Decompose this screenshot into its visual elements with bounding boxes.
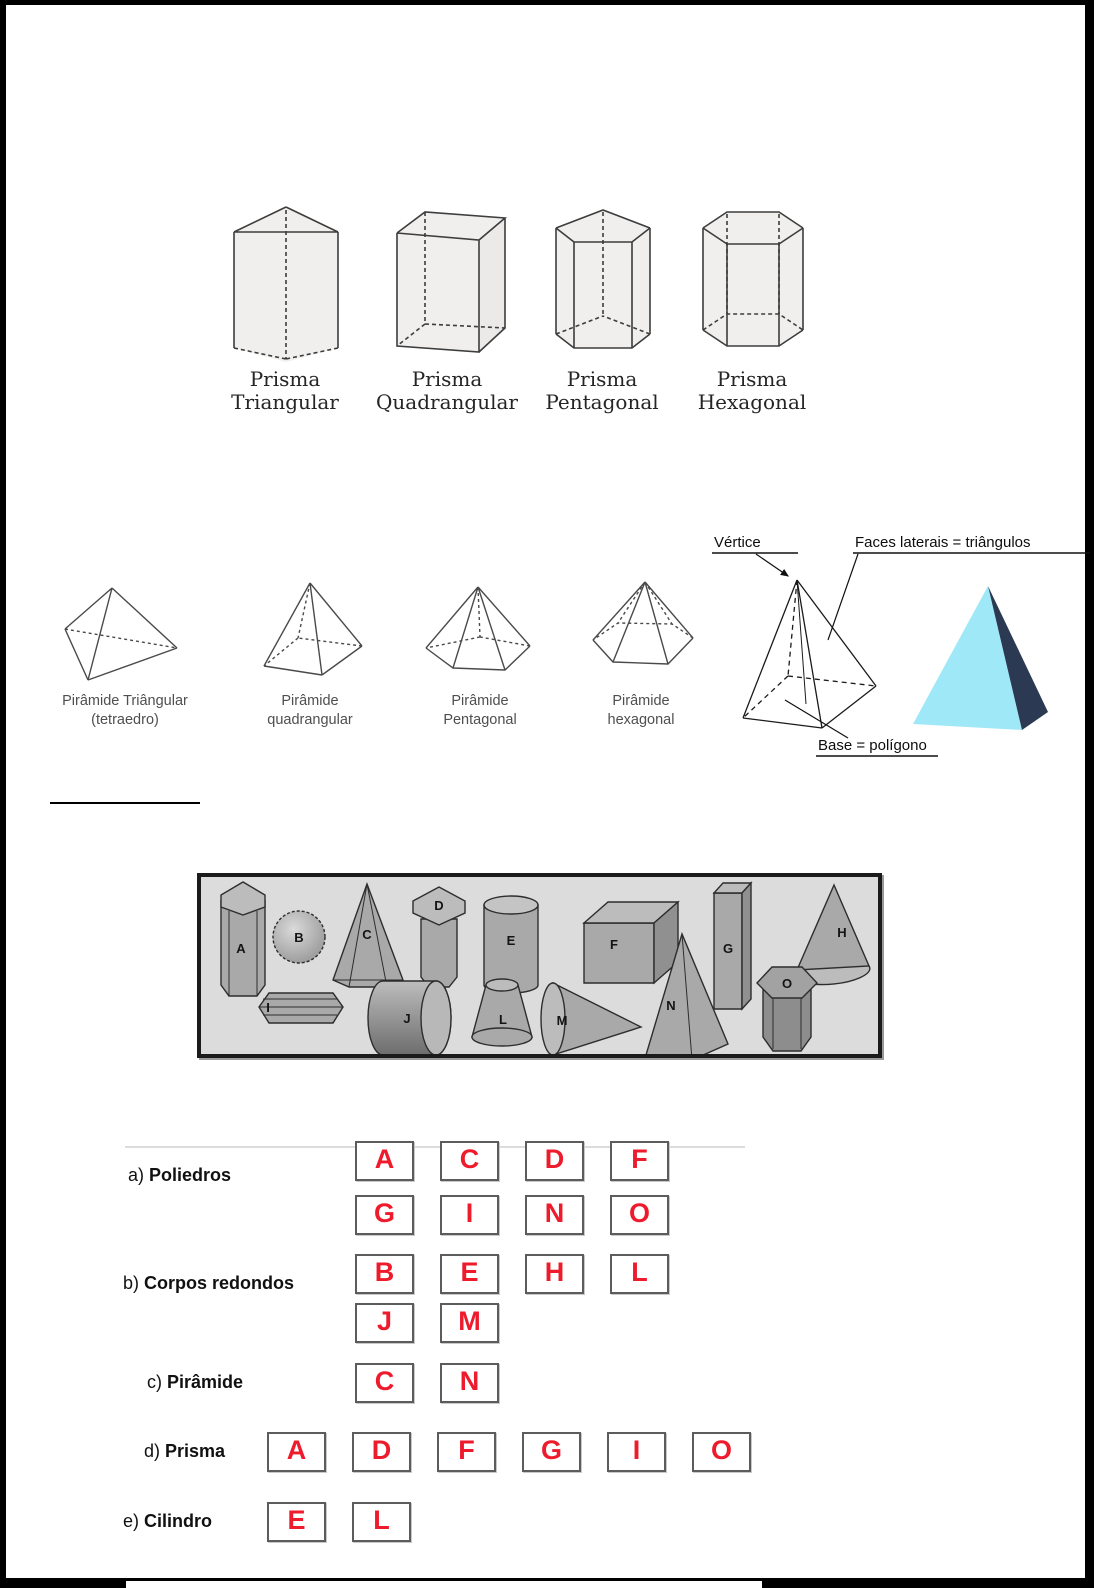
faces-label: Faces laterais = triângulos (855, 534, 1031, 551)
hexagonal-pyramid-figure (588, 578, 698, 685)
annotated-pyramid-figure (700, 528, 1094, 765)
answer-letter-box (355, 1363, 414, 1403)
answer-letter: C (459, 1144, 480, 1174)
svg-text:G: G (722, 941, 734, 956)
answer-label-piramide: c) Pirâmide (147, 1372, 244, 1392)
answer-letter: J (376, 1306, 393, 1336)
pentagonal-prism-label: Prisma Pentagonal (545, 367, 659, 414)
answer-letter: D (544, 1144, 565, 1174)
answer-letter: B (374, 1257, 395, 1287)
svg-text:M: M (556, 1013, 568, 1028)
svg-text:H: H (837, 925, 847, 940)
answer-letter-box (440, 1254, 499, 1294)
hexagonal-prism-label: Prisma Hexagonal (697, 367, 807, 414)
answer-letter-box (437, 1432, 496, 1472)
shape-M (541, 983, 641, 1054)
base-label: Base = polígono (818, 737, 927, 754)
shape-E (484, 896, 538, 993)
answer-letter: N (459, 1366, 480, 1396)
answer-letter-box (525, 1195, 584, 1235)
answer-letter: C (374, 1366, 395, 1396)
shape-I (259, 993, 343, 1023)
square-pyramid-label: Pirâmide quadrangular (267, 693, 353, 728)
answer-letter: F (631, 1144, 648, 1174)
svg-text:L: L (499, 1012, 507, 1027)
answer-letter-box (267, 1502, 326, 1542)
answer-letter-box (610, 1141, 669, 1181)
scan-border-left (0, 0, 6, 1588)
corpos-redondos-boxes-row2 (355, 1303, 499, 1343)
section-rule (50, 802, 200, 804)
answer-label-corpos-redondos: b) Corpos redondos (123, 1273, 295, 1293)
svg-text:C: C (362, 927, 372, 942)
shape-O (757, 967, 817, 1051)
answer-letter: E (460, 1257, 479, 1287)
scan-border-bottom-left (6, 1578, 126, 1588)
scan-border-bottom-right (762, 1578, 1094, 1588)
answer-letter-box (440, 1363, 499, 1403)
answer-letter: G (540, 1435, 562, 1465)
corpos-redondos-boxes-row1 (355, 1254, 669, 1294)
poliedros-boxes-row2 (355, 1195, 669, 1235)
answer-letter-box (440, 1303, 499, 1343)
answer-letter: M (458, 1306, 481, 1336)
svg-text:J: J (403, 1011, 411, 1026)
triangular-prism-figure (225, 198, 347, 371)
answer-letter-box (440, 1141, 499, 1181)
answer-letter-box (352, 1432, 411, 1472)
answer-letter-box (355, 1254, 414, 1294)
square-pyramid-figure (250, 578, 365, 685)
svg-text:A: A (236, 941, 246, 956)
tetrahedron-figure (55, 582, 190, 692)
svg-text:O: O (781, 976, 793, 991)
pentagonal-prism-figure (548, 202, 658, 367)
answer-letter-box (607, 1432, 666, 1472)
scan-border-bottom-middle (126, 1578, 762, 1581)
scan-border-right (1085, 0, 1094, 1578)
svg-text:N: N (666, 998, 676, 1013)
answer-letter: A (286, 1435, 307, 1465)
shape-A (221, 882, 265, 996)
answer-letter-box (440, 1195, 499, 1235)
answer-letter-box (692, 1432, 751, 1472)
answer-label-cilindro: e) Cilindro (123, 1511, 213, 1531)
tetrahedron-label: Pirâmide Triângular (tetraedro) (62, 693, 188, 728)
answer-letter: N (544, 1198, 565, 1228)
answer-letter: E (287, 1505, 306, 1535)
hexagonal-pyramid-label: Pirâmide hexagonal (607, 693, 675, 728)
shape-B (273, 911, 325, 963)
wireframe-pyramid (743, 580, 876, 728)
answer-letter-box (522, 1432, 581, 1472)
quadrangular-prism-figure (385, 200, 515, 367)
answer-letter: A (374, 1144, 395, 1174)
answer-letter: L (373, 1505, 390, 1535)
vertex-label: Vértice (714, 534, 761, 551)
answer-label-poliedros: a) Poliedros (128, 1165, 232, 1185)
answer-letter-box (525, 1254, 584, 1294)
shape-G (714, 883, 751, 1009)
svg-text:F: F (610, 937, 618, 952)
answer-letter: H (544, 1257, 565, 1287)
scan-border-top (0, 0, 1094, 5)
answer-letter: G (373, 1198, 395, 1228)
svg-text:D: D (434, 898, 444, 913)
answer-letter-box (610, 1254, 669, 1294)
svg-text:B: B (294, 930, 304, 945)
answer-letter: D (371, 1435, 392, 1465)
answer-letter-box (355, 1195, 414, 1235)
cilindro-boxes (267, 1502, 411, 1542)
shape-J (368, 981, 451, 1054)
answer-letter-box (267, 1432, 326, 1472)
answer-letter-box (610, 1195, 669, 1235)
pentagonal-pyramid-figure (420, 582, 535, 687)
answer-letter-box (355, 1141, 414, 1181)
answer-letter-box (355, 1303, 414, 1343)
solids-identification-box (197, 873, 882, 1058)
answer-letter: F (458, 1435, 475, 1465)
answer-letter: I (632, 1435, 641, 1465)
solid-pyramid (913, 586, 1048, 730)
answer-letter: L (631, 1257, 648, 1287)
triangular-prism-label: Prisma Triangular (231, 367, 339, 414)
shape-D (413, 887, 465, 987)
answer-letter: I (465, 1198, 474, 1228)
svg-text:I: I (266, 1000, 270, 1015)
prisma-boxes (267, 1432, 751, 1472)
quadrangular-prism-label: Prisma Quadrangular (376, 367, 518, 414)
answer-letter-box (352, 1502, 411, 1542)
pentagonal-pyramid-label: Pirâmide Pentagonal (443, 693, 517, 728)
answer-letter: O (710, 1435, 732, 1465)
answer-letter-box (525, 1141, 584, 1181)
answer-label-prisma: d) Prisma (144, 1441, 226, 1461)
shape-F (584, 902, 678, 983)
poliedros-boxes-row1 (355, 1141, 669, 1181)
answer-letter: O (628, 1198, 650, 1228)
shape-C (333, 884, 403, 987)
svg-text:E: E (506, 933, 516, 948)
piramide-boxes (355, 1363, 499, 1403)
hexagonal-prism-figure (697, 202, 809, 365)
